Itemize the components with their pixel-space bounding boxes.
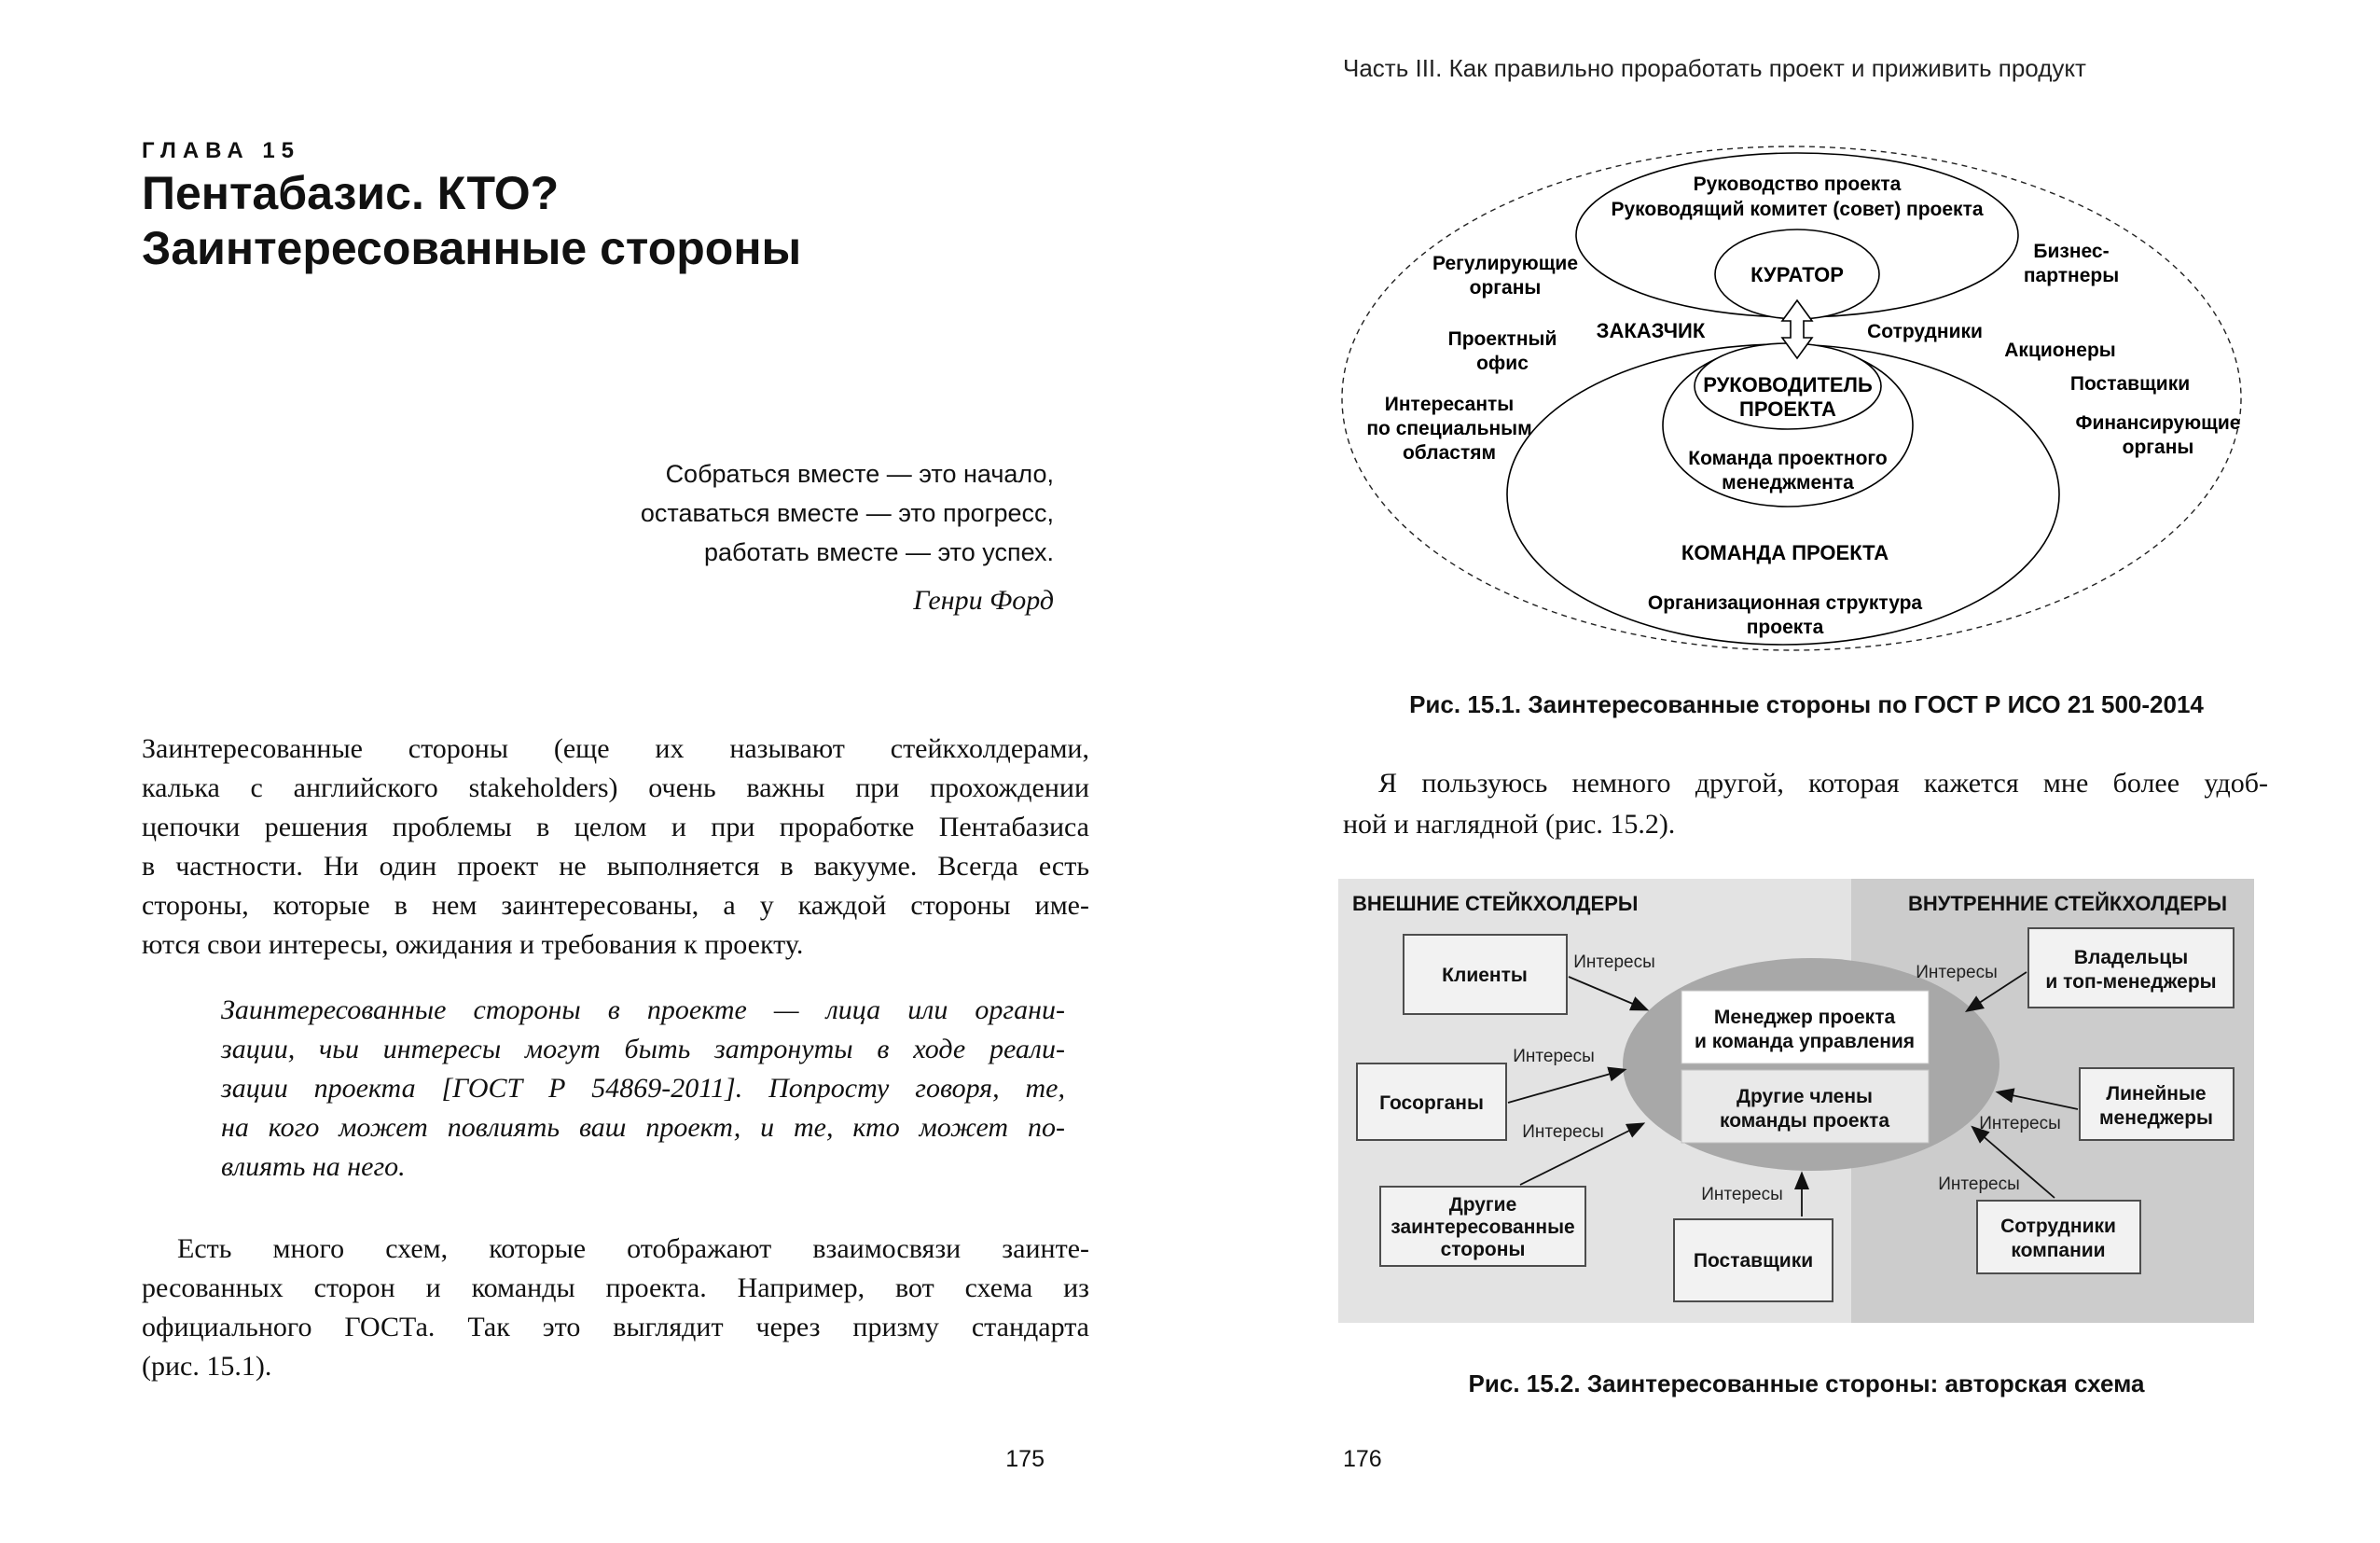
epigraph: [401, 454, 1054, 620]
text-line: цепочки решения проблемы в целом и при проработке Пентабазиса: [142, 812, 1089, 842]
header-external-stakeholders: ВНЕШНИЕ СТЕЙКХОЛДЕРЫ: [1352, 892, 1639, 915]
label-project-manager: РУКОВОДИТЕЛЬ: [1703, 373, 1873, 396]
text-line: официального ГОСТа. Так это выглядит через призму стандарта: [142, 1312, 1089, 1342]
text-line: на кого может повлиять ваш проект, и те, кто может по-: [221, 1112, 1065, 1143]
label-line-managers: Линейные: [2106, 1083, 2207, 1105]
label-interests: Интересы: [1701, 1185, 1783, 1204]
text-line: влиять на него.: [221, 1151, 406, 1182]
label-pm-team: Команда проектного: [1688, 448, 1888, 469]
paragraph-1: [142, 730, 1089, 965]
company-employees-box: [1977, 1201, 2140, 1273]
label-employees: Сотрудники: [1867, 321, 1983, 342]
label-org-structure: Организационная структура: [1647, 592, 1923, 614]
label-business-partners: Бизнес-: [2033, 241, 2110, 262]
header-internal-stakeholders: ВНУТРЕННИЕ СТЕЙКХОЛДЕРЫ: [1908, 892, 2227, 915]
paragraph-2: [142, 1230, 1089, 1386]
text-line: ной и наглядной (рис. 15.2).: [1343, 809, 1676, 840]
label-project-office: офис: [1476, 353, 1529, 374]
figure-15-1-gost-diagram: [1340, 142, 2273, 678]
label-project-manager: и команда управления: [1694, 1031, 1916, 1052]
page-title-line2: Заинтересованные стороны: [142, 222, 802, 274]
label-team-members: команды проекта: [1720, 1110, 1889, 1132]
label-owners: Владельцы: [2073, 947, 2189, 968]
label-special-interested: по специальным: [1366, 418, 1532, 439]
page-number-left: 175: [1005, 1446, 1045, 1472]
label-other-stakeholders: стороны: [1440, 1239, 1526, 1260]
label-interests: Интересы: [1573, 952, 1655, 972]
label-suppliers: Поставщики: [2069, 373, 2191, 395]
text-line: зации проекта [ГОСТ Р 54869-2011]. Попросту говоря, те,: [221, 1073, 1065, 1104]
text-line: Заинтересованные стороны в проекте — лица или органи-: [221, 994, 1065, 1025]
label-interests: Интересы: [1938, 1175, 2020, 1194]
text-line: стороны, которые в нем заинтересованы, а у каждой стороны име-: [142, 890, 1089, 921]
paragraph-right: [1343, 763, 2268, 845]
page-number-right: 176: [1343, 1446, 1382, 1472]
label-special-interested: Интересанты: [1384, 394, 1515, 415]
label-steering-committee: Руководящий комитет (совет) проекта: [1611, 199, 1984, 220]
epigraph-line: Собраться вместе — это начало,: [665, 460, 1054, 488]
figure-15-1-caption: Рис. 15.1. Заинтересованные стороны по ГОСТ Р ИСО 21 500-2014: [1409, 690, 2204, 718]
label-other-stakeholders: Другие: [1448, 1194, 1517, 1216]
label-org-structure: проекта: [1746, 617, 1824, 638]
label-financing-bodies: Финансирующие: [2075, 412, 2241, 434]
label-business-partners: партнеры: [2023, 265, 2120, 286]
text-line: ресованных сторон и команды проекта. Например, вот схема из: [142, 1272, 1089, 1303]
chapter-label: ГЛАВА 15: [142, 138, 301, 163]
label-project-governance: Руководство проекта: [1693, 174, 1902, 195]
label-pm-team: менеджмента: [1722, 472, 1854, 493]
text-line: Я пользуюсь немного другой, которая кажется мне более удоб-: [1378, 768, 2268, 799]
label-financing-bodies: органы: [2122, 437, 2194, 458]
page-title-line1: Пентабазис. КТО?: [142, 167, 560, 219]
label-team-members: Другие члены: [1737, 1086, 1873, 1107]
page-title: [142, 166, 1089, 276]
label-curator: КУРАТОР: [1750, 263, 1844, 286]
label-owners: и топ-менеджеры: [2045, 971, 2217, 993]
label-interests: Интересы: [1522, 1122, 1604, 1142]
label-customer: ЗАКАЗЧИК: [1596, 319, 1706, 342]
text-line: ются свои интересы, ожидания и требования к проекту.: [142, 929, 804, 960]
epigraph-line: работать вместе — это успех.: [703, 538, 1054, 566]
text-line: Есть много схем, которые отображают взаимосвязи заинте-: [177, 1233, 1089, 1264]
label-regulating-bodies: органы: [1469, 277, 1542, 299]
label-regulating-bodies: Регулирующие: [1432, 253, 1579, 274]
text-line: в частности. Ни один проект не выполняется в вакууме. Всегда есть: [142, 851, 1089, 882]
label-line-managers: менеджеры: [2099, 1107, 2213, 1129]
label-gov: Госорганы: [1379, 1092, 1484, 1114]
label-interests: Интересы: [1916, 963, 1998, 982]
figure-15-2-caption: Рис. 15.2. Заинтересованные стороны: авторская схема: [1468, 1369, 2145, 1397]
label-project-manager: Менеджер проекта: [1713, 1007, 1896, 1028]
text-line: зации, чьи интересы могут быть затронуты в ходе реали-: [221, 1034, 1065, 1064]
label-suppliers: Поставщики: [1693, 1250, 1814, 1272]
text-line: калька с английского stakeholders) очень важны при прохождении: [142, 772, 1089, 803]
label-company-employees: компании: [2011, 1240, 2106, 1261]
label-shareholders: Акционеры: [2004, 340, 2116, 361]
label-special-interested: областям: [1402, 442, 1497, 464]
label-clients: Клиенты: [1442, 965, 1528, 986]
text-line: Заинтересованные стороны (еще их называют стейкхолдерами,: [142, 733, 1089, 764]
label-project-manager: ПРОЕКТА: [1739, 397, 1836, 421]
label-interests: Интересы: [1979, 1114, 2061, 1133]
label-interests: Интересы: [1513, 1047, 1595, 1066]
epigraph-author: Генри Форд: [913, 585, 1054, 616]
running-head: Часть III. Как правильно проработать проект и приживить продукт: [1343, 54, 2086, 82]
label-company-employees: Сотрудники: [2000, 1216, 2116, 1237]
figure-15-2-author-diagram: [1338, 879, 2254, 1323]
label-other-stakeholders: заинтересованные: [1391, 1216, 1575, 1238]
label-project-team: КОМАНДА ПРОЕКТА: [1681, 541, 1889, 564]
epigraph-line: оставаться вместе — это прогресс,: [640, 499, 1054, 527]
definition-quote: [221, 991, 1065, 1187]
label-project-office: Проектный: [1447, 328, 1557, 350]
text-line: (рис. 15.1).: [142, 1351, 272, 1382]
